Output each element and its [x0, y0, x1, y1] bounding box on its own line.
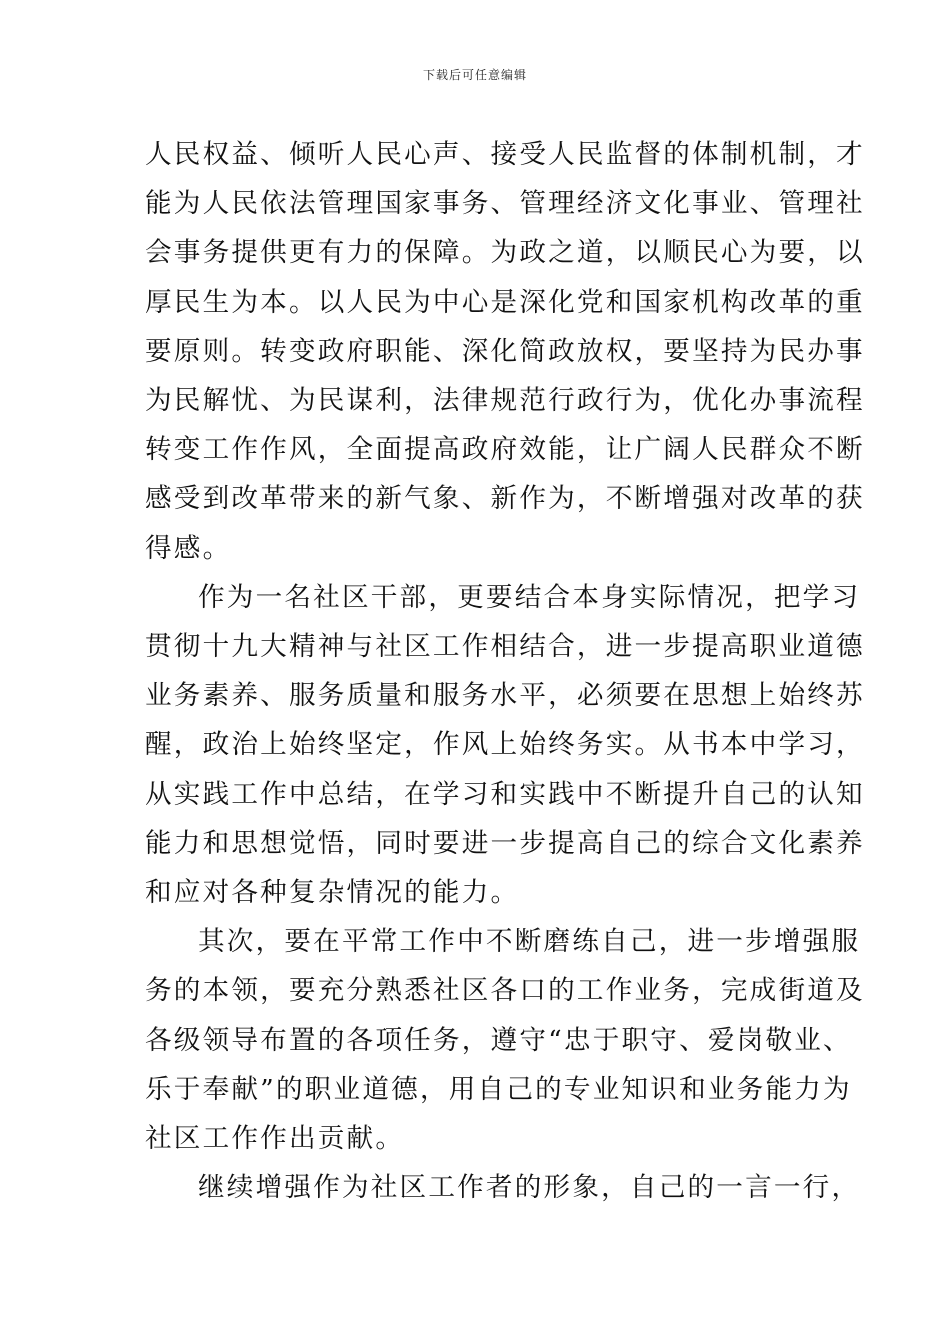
paragraph — [145, 1163, 861, 1212]
page-header: 下载后可任意编辑 — [422, 68, 527, 82]
paragraph — [145, 573, 865, 917]
text-line: 乐于奉献”的职业道德，用自己的专业知识和业务能力为 — [145, 1073, 852, 1105]
text-line: 要原则。转变政府职能、深化简政放权，要坚持为民办事 — [145, 335, 865, 367]
text-line: 业务素养、服务质量和服务水平，必须要在思想上始终苏 — [145, 680, 865, 712]
document-body — [145, 130, 865, 1212]
text-line: 社区工作作出贡献。 — [145, 1123, 405, 1155]
text-line: 得感。 — [145, 532, 232, 564]
text-line: 和应对各种复杂情况的能力。 — [145, 877, 520, 909]
text-line: 能力和思想觉悟，同时要进一步提高自己的综合文化素养 — [145, 827, 865, 859]
text-line: 人民权益、倾听人民心声、接受人民监督的体制机制，才 — [145, 139, 865, 170]
paragraph — [145, 917, 865, 1163]
text-line: 转变工作作风，全面提高政府效能，让广阔人民群众不断 — [145, 434, 865, 466]
text-line: 醒，政治上始终坚定，作风上始终务实。从书本中学习， — [145, 729, 865, 761]
paragraph — [145, 130, 865, 573]
text-line: 作为一名社区干部，更要结合本身实际情况，把学习 — [198, 581, 861, 613]
text-line: 能为人民依法管理国家事务、管理经济文化事业、管理社 — [145, 188, 865, 220]
text-line: 会事务提供更有力的保障。为政之道，以顺民心为要，以 — [145, 237, 865, 269]
text-line: 继续增强作为社区工作者的形象，自己的一言一行， — [198, 1172, 861, 1204]
text-line: 各级领导布置的各项任务，遵守“忠于职守、爱岗敬业、 — [145, 1024, 852, 1056]
text-line: 为民解忧、为民谋利，法律规范行政行为，优化办事流程 — [145, 385, 865, 417]
text-line: 其次，要在平常工作中不断磨练自己，进一步增强服 — [198, 926, 861, 958]
text-line: 贯彻十九大精神与社区工作相结合，进一步提高职业道德 — [145, 631, 865, 663]
text-line: 从实践工作中总结，在学习和实践中不断提升自己的认知 — [145, 778, 865, 810]
text-line: 厚民生为本。以人民为中心是深化党和国家机构改革的重 — [145, 286, 865, 318]
text-line: 感受到改革带来的新气象、新作为，不断增强对改革的获 — [145, 483, 865, 515]
text-line: 务的本领，要充分熟悉社区各口的工作业务，完成街道及 — [145, 975, 865, 1007]
